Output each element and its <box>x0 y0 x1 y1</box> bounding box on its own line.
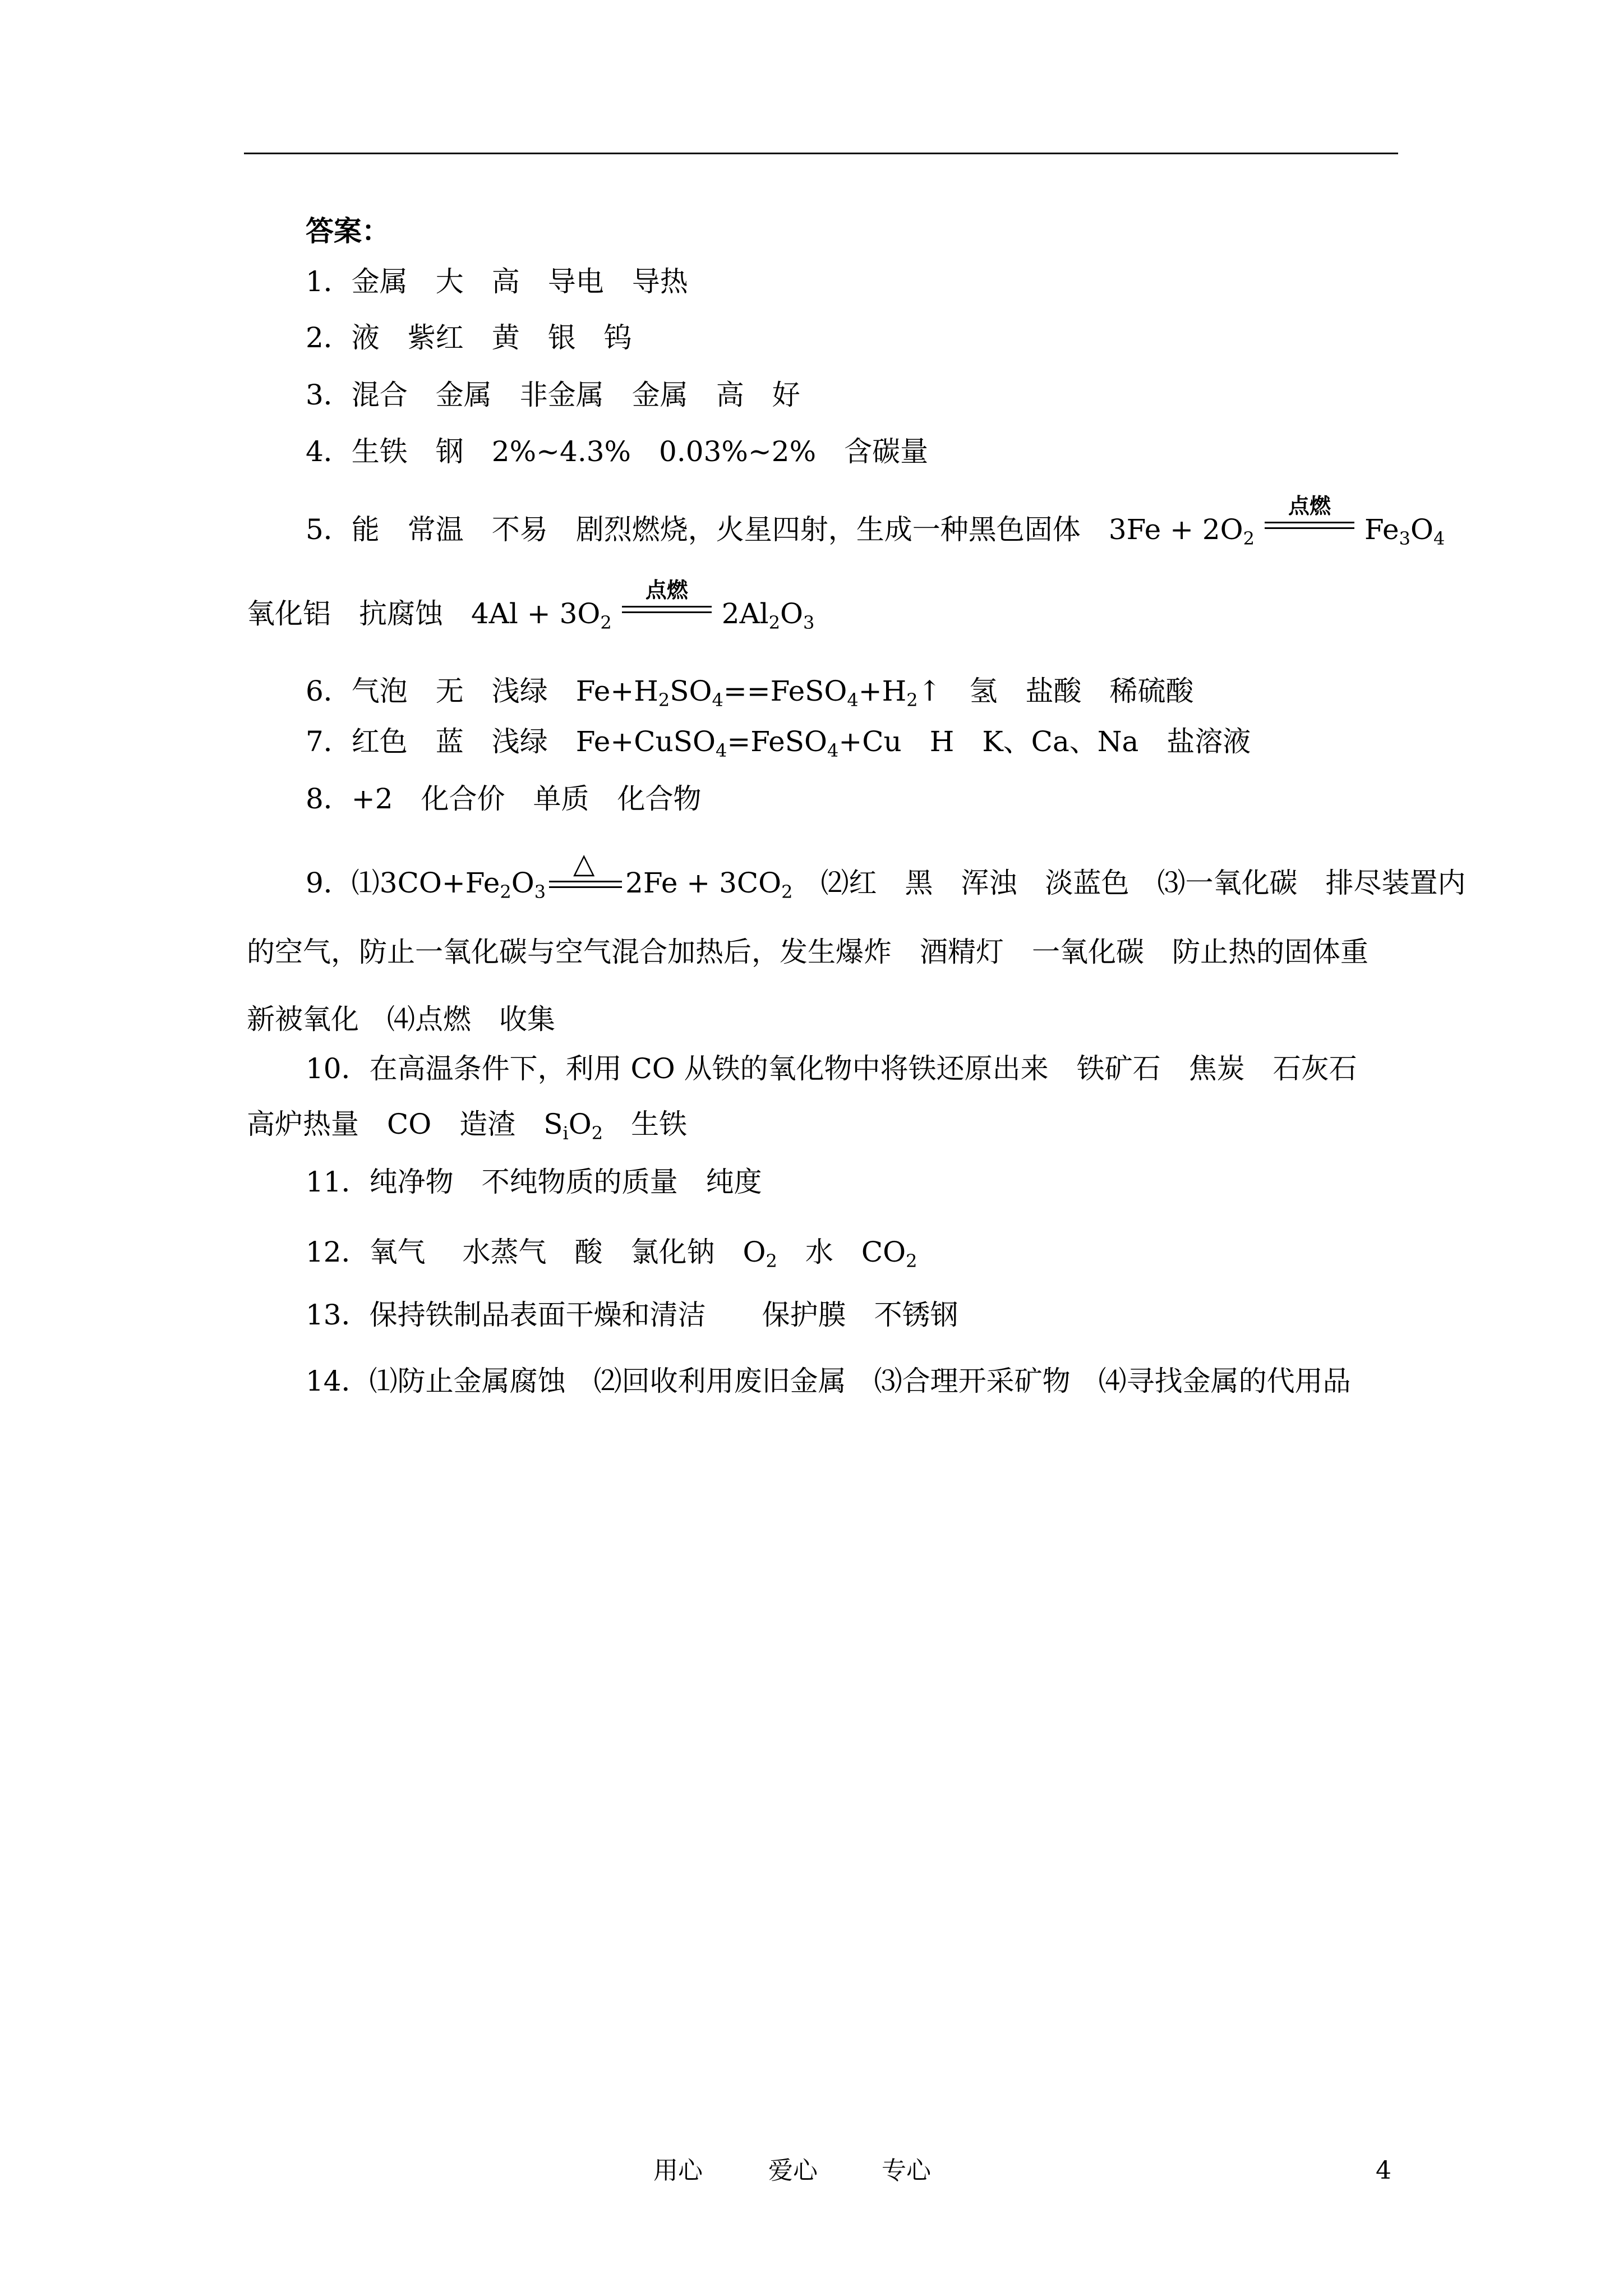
answer-14: 14．⑴防止金属腐蚀 ⑵回收利用废旧金属 ⑶合理开采矿物 ⑷寻找金属的代用品 <box>306 1365 1351 1397</box>
answer-12: 12．氧气 水蒸气 酸 氯化钠 $O_2$ 水 $CO_2$ <box>306 1236 917 1272</box>
answer-10-line-2: 高炉热量 CO 造渣 $S_iO_2$ 生铁 <box>247 1108 688 1144</box>
answer-9: 9．$⑴3CO+Fe_2O_3$ △ $2Fe + 3CO_2$ ⑵红 黑 浑浊 淡蓝色 ⑶一氧化碳 排尽装置内 <box>306 847 1466 903</box>
answer-2: 2．液 紫红 黄 银 钨 <box>306 321 632 354</box>
answer-9-line-3: 新被氧化 ⑷点燃 收集 <box>247 1003 555 1036</box>
answer-9-line-2: 的空气，防止一氧化碳与空气混合加热后，发生爆炸 酒精灯 一氧化碳 防止热的固体重 <box>247 936 1368 968</box>
answer-13: 13．保持铁制品表面干燥和清洁 保护膜 不锈钢 <box>306 1299 958 1331</box>
reaction-condition-ignite-2: 点燃 <box>622 596 712 632</box>
equation-iron-combustion: $3Fe + 2O_2$ 点燃 $Fe_3O_4$ <box>1108 494 1445 549</box>
answer-5-text: 5．能 常温 不易 剧烈燃烧，火星四射，生成一种黑色固体 <box>306 513 1081 546</box>
answer-5-cont-text: 氧化铝 抗腐蚀 <box>247 597 443 630</box>
answer-5 <box>306 494 1445 549</box>
answer-10: 10．在高温条件下，利用 CO 从铁的氧化物中将铁还原出来 铁矿石 焦炭 石灰石 <box>306 1052 1357 1085</box>
header-rule <box>244 153 1398 154</box>
reaction-condition-ignite: 点燃 <box>1265 512 1354 547</box>
footer-motto-1: 用心 <box>653 2156 703 2185</box>
answer-3: 3．混合 金属 非金属 金属 高 好 <box>306 379 800 411</box>
footer-motto-2: 爱心 <box>768 2156 818 2185</box>
answer-7: 7．红色 蓝 浅绿 Fe+CuSO$_4$=FeSO$_4$+Cu H K、Ca、Na 盐溶液 <box>306 725 1251 761</box>
answer-11: 11．纯净物 不纯物质的质量 纯度 <box>306 1166 762 1198</box>
answer-5-continued <box>247 578 815 633</box>
answer-8: 8．+2 化合价 单质 化合物 <box>306 783 702 815</box>
heat-condition-symbol: △ <box>549 865 622 901</box>
equation-aluminum-oxidation: $4Al + 3O_2$ 点燃 $2Al_2O_3$ <box>471 578 815 633</box>
page-number: 4 <box>1376 2156 1391 2185</box>
answer-1: 1．金属 大 高 导电 导热 <box>306 265 688 298</box>
answers-title: 答案： <box>306 214 390 247</box>
footer-motto-3: 专心 <box>882 2156 931 2185</box>
answer-4: 4．生铁 钢 2%~4.3% 0.03%~2% 含碳量 <box>306 435 929 468</box>
answer-6: 6．气泡 无 浅绿 $Fe+H_2SO_4==FeSO_4+H_2↑$ 氢 盐酸 稀硫酸 <box>306 675 1194 711</box>
